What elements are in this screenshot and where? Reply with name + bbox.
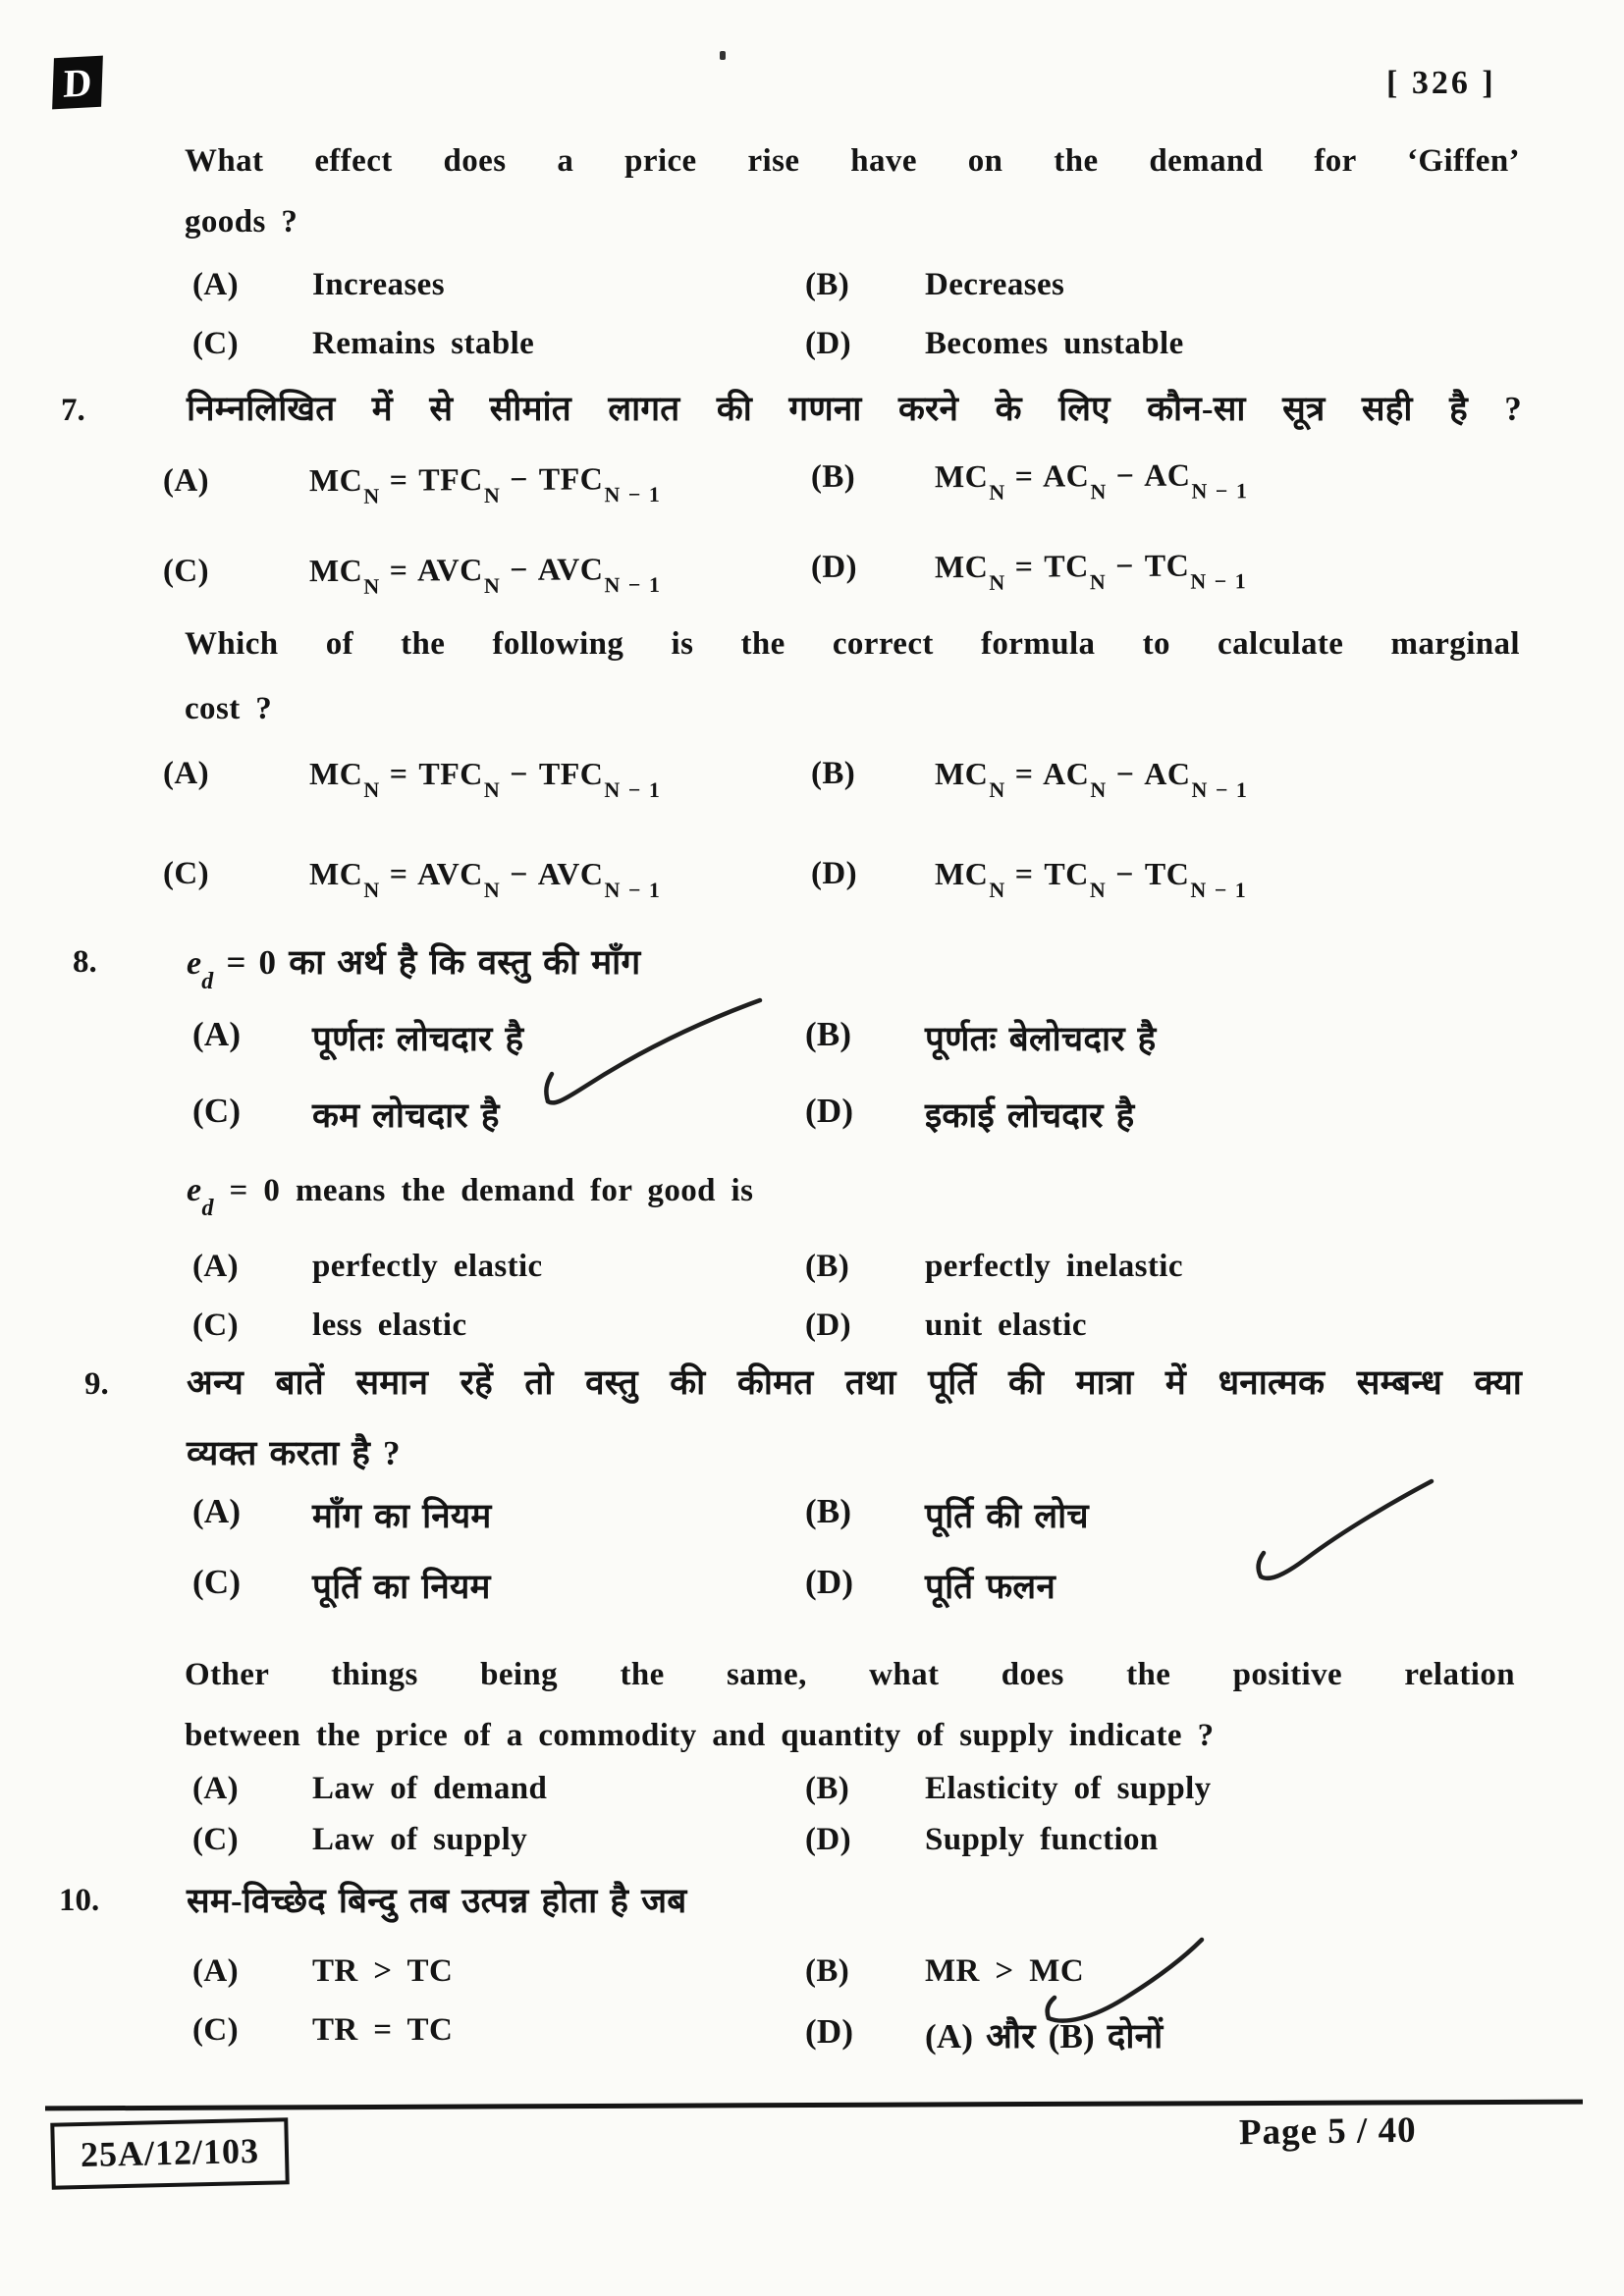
q8-stem-english: $e_d = 0$ means the demand for good is xyxy=(187,1172,754,1221)
q7-formula-row3 xyxy=(0,756,1624,815)
option-letter: (C) xyxy=(192,326,240,361)
tick-mark xyxy=(538,993,769,1109)
option-text: Law of demand xyxy=(312,1771,548,1806)
option-letter: (A) xyxy=(163,756,210,791)
booklet-code-box: 25A/12/103 xyxy=(50,2117,289,2189)
q8-options-english-row1 xyxy=(0,1249,1624,1308)
q10-question-hindi: सम-विच्छेद बिन्दु तब उत्पन्न होता है जब xyxy=(187,1882,687,1920)
option-letter: (B) xyxy=(811,756,856,791)
q9-question-english-line1: Other things being the same, what does the positive relation xyxy=(185,1657,1515,1692)
option-text: unit elastic xyxy=(925,1308,1087,1343)
option-text: पूर्णतः लोचदार है xyxy=(312,1020,524,1058)
option-text: perfectly elastic xyxy=(312,1249,543,1284)
option-text: पूर्ति की लोच xyxy=(925,1497,1089,1535)
q8-options-hindi-row2 xyxy=(0,1092,1624,1150)
q9-question-hindi-line2: व्यक्त करता है ? xyxy=(187,1434,401,1472)
q7-formula-row4 xyxy=(0,856,1624,915)
option-letter: (B) xyxy=(805,267,850,302)
ed-symbol: $e_d$ xyxy=(187,1172,214,1221)
option-letter: (D) xyxy=(805,1822,852,1857)
option-letter: (D) xyxy=(811,856,858,891)
q6-text-line1: What effect does a price rise have on the demand for ‘Giffen’ xyxy=(185,143,1520,179)
option-text: Remains stable xyxy=(312,326,535,361)
q7-question-hindi: निम्नलिखित में से सीमांत लागत की गणना करने के लिए कौन-सा सूत्र सही है ? xyxy=(187,390,1522,428)
q9-options-english-row1 xyxy=(0,1771,1624,1830)
q10-options-row2 xyxy=(0,2012,1624,2071)
q9-question-hindi-line1: अन्य बातें समान रहें तो वस्तु की कीमत तथा पूर्ति की मात्रा में धनात्मक सम्बन्ध क्या xyxy=(187,1363,1522,1402)
option-text: perfectly inelastic xyxy=(925,1249,1183,1284)
option-letter: (B) xyxy=(805,1492,852,1530)
q7-question-english-line2: cost ? xyxy=(185,691,273,726)
page-indicator: Page 5 / 40 xyxy=(1238,2109,1417,2154)
option-text: इकाई लोचदार है xyxy=(925,1096,1135,1135)
option-letter: (B) xyxy=(805,1015,852,1053)
ed-symbol: $e_d$ xyxy=(187,945,214,994)
option-letter: (A) xyxy=(192,1492,242,1530)
option-letter: (A) xyxy=(192,1249,240,1284)
option-text: पूर्णतः बेलोचदार है xyxy=(925,1020,1157,1058)
option-letter: (C) xyxy=(162,553,210,590)
option-letter: (A) xyxy=(192,267,240,302)
option-text: माँग का नियम xyxy=(312,1497,492,1535)
option-letter: (C) xyxy=(163,856,210,891)
option-letter: (A) xyxy=(192,1953,240,1989)
option-text: पूर्ति फलन xyxy=(925,1568,1056,1606)
option-text: Supply function xyxy=(925,1822,1159,1857)
option-letter: (B) xyxy=(805,1249,850,1284)
option-letter: (D) xyxy=(810,549,858,586)
option-text: Becomes unstable xyxy=(925,326,1184,361)
option-text: Increases xyxy=(312,267,445,302)
option-letter: (C) xyxy=(192,1822,240,1857)
option-letter: (D) xyxy=(805,1092,854,1130)
option-text: TR > TC xyxy=(312,1953,454,1989)
q8-stem-hindi: $e_d = 0$ का अर्थ है कि वस्तु की माँग xyxy=(187,943,641,994)
q6-options-row1 xyxy=(0,267,1624,326)
q9-options-english-row2 xyxy=(0,1822,1624,1881)
option-text: Law of supply xyxy=(312,1822,528,1857)
option-text: Decreases xyxy=(925,267,1065,302)
option-letter: (A) xyxy=(192,1015,242,1053)
question-number: 7. xyxy=(61,393,85,428)
option-letter: (B) xyxy=(805,1953,850,1989)
option-letter: (A) xyxy=(192,1771,240,1806)
option-letter: (C) xyxy=(192,1308,240,1343)
formula: $MC_N = TFC_N - TFC_{N - 1}$ xyxy=(309,756,660,803)
option-letter: (C) xyxy=(192,1092,242,1130)
option-text: TR = TC xyxy=(312,2012,454,2048)
formula: $MC_N = AC_N - AC_{N - 1}$ xyxy=(934,456,1248,506)
formula: $MC_N = AC_N - AC_{N - 1}$ xyxy=(935,756,1247,803)
formula: $MC_N = TC_N - TC_{N - 1}$ xyxy=(935,856,1246,903)
q7-formula-row2 xyxy=(0,545,1624,614)
option-letter: (C) xyxy=(192,1563,242,1601)
q8-options-hindi-row1 xyxy=(0,1015,1624,1074)
option-text: MR > MC xyxy=(925,1953,1085,1989)
option-letter: (D) xyxy=(805,1563,854,1601)
tick-mark xyxy=(1039,1932,1211,2028)
option-letter: (B) xyxy=(810,458,856,496)
q7-formula-row1 xyxy=(0,454,1624,523)
question-number: 10. xyxy=(59,1883,100,1918)
option-letter: (D) xyxy=(805,2012,854,2051)
q7-question-english-line1: Which of the following is the correct formula to calculate marginal xyxy=(185,626,1520,662)
q6-text-line2: goods ? xyxy=(185,204,298,240)
question-number: 8. xyxy=(73,944,97,980)
q10-options-row1 xyxy=(0,1953,1624,2012)
option-text: पूर्ति का नियम xyxy=(312,1568,491,1606)
q9-question-english-line2: between the price of a commodity and quantity of supply indicate ? xyxy=(185,1718,1215,1753)
tick-mark xyxy=(1249,1474,1440,1584)
option-text: (A) और (B) दोनों xyxy=(925,2017,1164,2056)
formula: $MC_N = TC_N - TC_{N - 1}$ xyxy=(934,547,1246,596)
question-number: 9. xyxy=(84,1366,109,1402)
option-letter: (C) xyxy=(192,2012,240,2048)
scan-speck xyxy=(720,51,726,60)
formula: $MC_N = AVC_N - AVC_{N - 1}$ xyxy=(308,551,660,600)
set-badge: D xyxy=(52,56,103,110)
option-text: कम लोचदार है xyxy=(312,1096,500,1135)
paper-number: [ 326 ] xyxy=(1386,65,1496,101)
option-letter: (D) xyxy=(805,1308,852,1343)
q8-options-english-row2 xyxy=(0,1308,1624,1366)
option-text: Elasticity of supply xyxy=(925,1771,1212,1806)
option-letter: (D) xyxy=(805,326,852,361)
formula: $MC_N = TFC_N - TFC_{N - 1}$ xyxy=(308,460,660,509)
option-letter: (A) xyxy=(162,462,210,500)
option-letter: (B) xyxy=(805,1771,850,1806)
formula: $MC_N = AVC_N - AVC_{N - 1}$ xyxy=(309,856,660,903)
q6-options-row2 xyxy=(0,326,1624,385)
option-text: less elastic xyxy=(312,1308,467,1343)
